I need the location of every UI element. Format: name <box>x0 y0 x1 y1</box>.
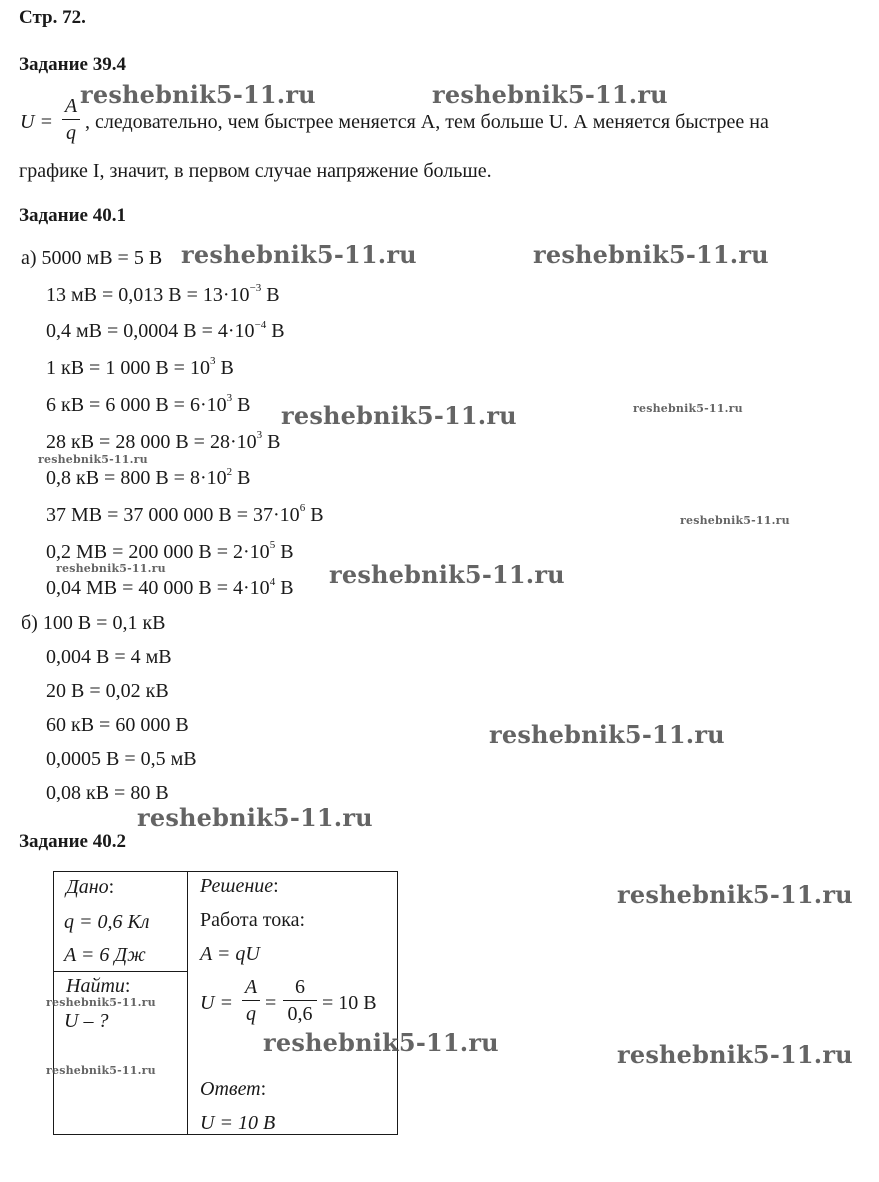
unit-text: В <box>262 430 281 453</box>
find-heading: Найти: <box>66 975 131 997</box>
formula-u-lhs: U = <box>20 111 53 133</box>
equation-line <box>46 428 281 454</box>
equation-equals: = <box>265 992 277 1014</box>
equation-line <box>46 394 250 417</box>
equation-result: = 10 В <box>322 992 377 1014</box>
equation-line <box>46 284 280 307</box>
watermark: reshebnik5-11.ru <box>38 453 148 466</box>
watermark: reshebnik5-11.ru <box>263 1028 499 1057</box>
equation-line <box>46 714 189 737</box>
task-40-2-title: Задание 40.2 <box>19 831 126 852</box>
table-border-top <box>53 871 398 872</box>
equation-line <box>21 247 162 270</box>
equation-text: 6 кВ = 6 000 В = 6·10 <box>46 393 227 416</box>
equation-text: 5000 мВ = 5 В <box>41 247 163 269</box>
task-39-4-title: Задание 39.4 <box>19 54 126 75</box>
unit-text: В <box>261 283 280 306</box>
given-work: A = 6 Дж <box>64 944 146 966</box>
equation-text: 0,04 МВ = 40 000 В = 4·10 <box>46 577 270 600</box>
equation-text: 0,08 кВ = 80 В <box>46 782 169 804</box>
fraction-a-over-q-2 <box>242 976 260 1025</box>
table-divider-horizontal <box>53 971 188 972</box>
watermark: reshebnik5-11.ru <box>633 402 743 415</box>
equation-line <box>46 538 294 564</box>
exponent: −4 <box>254 318 267 331</box>
fraction-6-over-0-6 <box>283 976 317 1025</box>
fraction-numerator: 6 <box>295 976 305 998</box>
work-label: Работа тока: <box>200 909 306 931</box>
unit-text: В <box>266 320 285 343</box>
table-border-right <box>397 871 398 1135</box>
unit-text: В <box>232 393 251 416</box>
find-voltage: U – ? <box>64 1010 109 1032</box>
watermark: reshebnik5-11.ru <box>680 514 790 527</box>
given-heading: Дано: <box>66 876 115 898</box>
answer-value: U = 10 В <box>200 1112 276 1134</box>
list-marker: а) <box>21 247 42 269</box>
equation-line <box>46 467 250 490</box>
watermark: reshebnik5-11.ru <box>432 80 668 109</box>
equation-line <box>46 320 285 343</box>
equation-text: 1 кВ = 1 000 В = 10 <box>46 357 210 380</box>
task-39-4-line1: , следовательно, чем быстрее меняется А, тем больше U. А меняется быстрее на <box>85 111 769 133</box>
equation-text: 60 кВ = 60 000 В <box>46 714 189 736</box>
fraction-denominator: q <box>66 122 76 144</box>
exponent: 3 <box>256 428 263 441</box>
fraction-numerator: A <box>64 95 78 117</box>
table-divider-vertical <box>187 871 188 1135</box>
watermark: reshebnik5-11.ru <box>80 80 316 109</box>
equation-text: 20 В = 0,02 кВ <box>46 680 169 702</box>
equation-u-lhs: U = <box>200 992 233 1014</box>
watermark: reshebnik5-11.ru <box>281 401 517 430</box>
equation-text: 100 В = 0,1 кВ <box>42 612 166 634</box>
equation-text: 28 кВ = 28 000 В = 28·10 <box>46 430 257 453</box>
unit-text: В <box>305 503 324 526</box>
fraction-a-over-q <box>62 95 80 144</box>
equation-a-qu: A = qU <box>200 943 260 965</box>
exponent: 4 <box>269 575 276 588</box>
equation-line <box>21 612 166 635</box>
unit-text: В <box>215 357 234 380</box>
watermark: reshebnik5-11.ru <box>617 880 853 909</box>
fraction-numerator: A <box>244 976 258 998</box>
equation-line <box>46 646 172 669</box>
watermark: reshebnik5-11.ru <box>181 240 417 269</box>
equation-text: 0,2 МВ = 200 000 В = 2·10 <box>46 540 270 563</box>
equation-line <box>46 357 234 380</box>
exponent: 3 <box>226 392 233 405</box>
equation-text: 37 МВ = 37 000 000 В = 37·10 <box>46 503 300 526</box>
unit-text: В <box>275 540 294 563</box>
equation-text: 13 мВ = 0,013 В = 13·10 <box>46 283 250 306</box>
watermark: reshebnik5-11.ru <box>46 1064 156 1077</box>
exponent: −3 <box>249 282 262 295</box>
equation-line <box>46 577 294 600</box>
unit-text: В <box>232 467 251 490</box>
watermark: reshebnik5-11.ru <box>46 996 156 1009</box>
equation-line <box>46 680 169 703</box>
fraction-denominator: 0,6 <box>287 1003 313 1025</box>
unit-text: В <box>275 577 294 600</box>
equation-line <box>46 748 197 771</box>
exponent: 6 <box>299 502 306 515</box>
solution-heading: Решение: <box>200 875 279 897</box>
watermark: reshebnik5-11.ru <box>489 720 725 749</box>
watermark: reshebnik5-11.ru <box>137 803 373 832</box>
equation-line <box>46 504 324 527</box>
equation-line <box>46 782 169 805</box>
task-39-4-line2: графике I, значит, в первом случае напряжение больше. <box>19 160 492 182</box>
watermark: reshebnik5-11.ru <box>617 1040 853 1069</box>
equation-text: 0,8 кВ = 800 В = 8·10 <box>46 467 227 490</box>
task-40-1-title: Задание 40.1 <box>19 205 126 226</box>
equation-text: 0,4 мВ = 0,0004 В = 4·10 <box>46 320 255 343</box>
list-marker: б) <box>21 612 43 634</box>
exponent: 5 <box>269 538 276 551</box>
watermark: reshebnik5-11.ru <box>533 240 769 269</box>
watermark: reshebnik5-11.ru <box>56 562 166 575</box>
watermark: reshebnik5-11.ru <box>329 560 565 589</box>
page-header: Стр. 72. <box>19 7 86 28</box>
equation-text: 0,0005 В = 0,5 мВ <box>46 748 197 770</box>
exponent: 2 <box>226 465 233 478</box>
exponent: 3 <box>209 355 216 368</box>
answer-heading: Ответ: <box>200 1078 267 1100</box>
given-charge: q = 0,6 Кл <box>64 911 150 933</box>
fraction-denominator: q <box>246 1003 256 1025</box>
equation-text: 0,004 В = 4 мВ <box>46 646 172 668</box>
